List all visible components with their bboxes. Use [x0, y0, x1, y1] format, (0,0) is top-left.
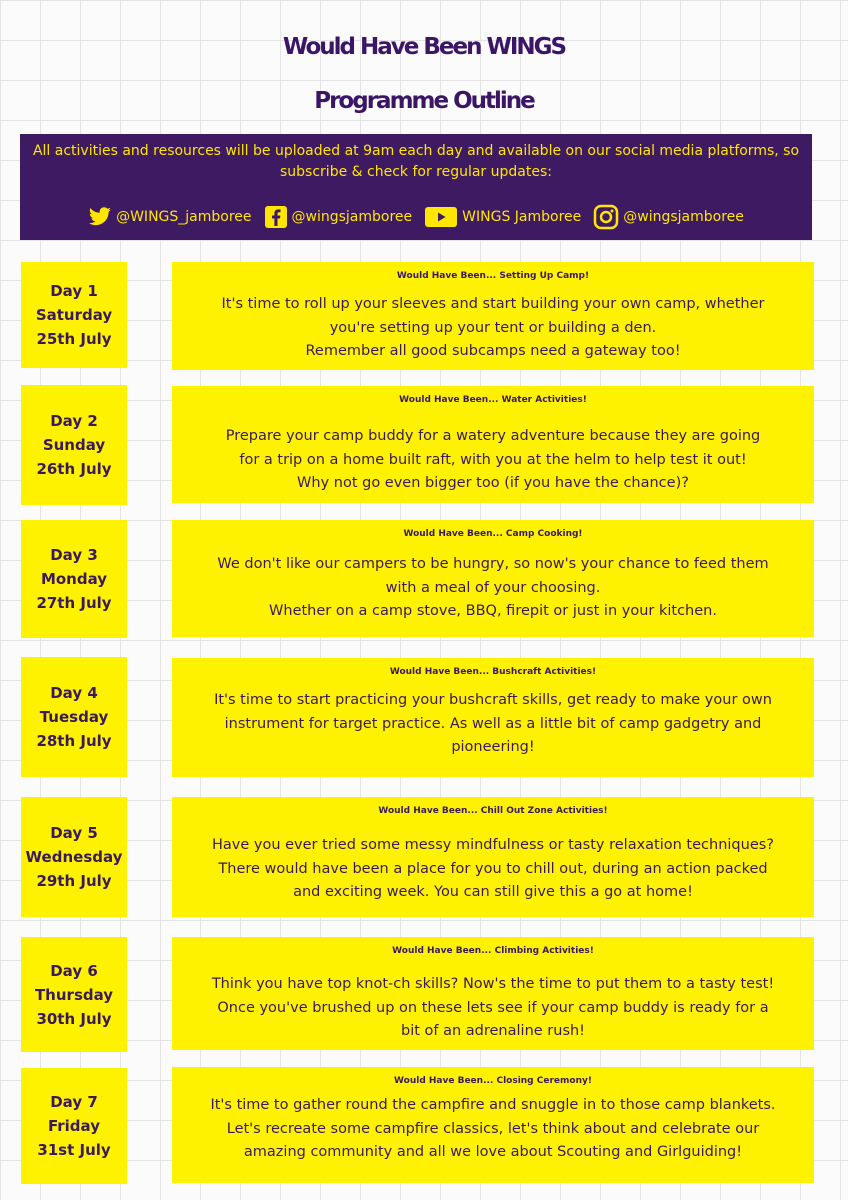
description-line: for a trip on a home built raft, with you at the helm to help test it out! — [239, 451, 747, 468]
day-weekday: Friday — [47, 1117, 100, 1135]
activity-description — [172, 1094, 814, 1165]
description-line: Have you ever tried some messy mindfulness or tasty relaxation techniques? — [211, 837, 774, 853]
instagram-handle: @wingsjamboree — [623, 209, 744, 225]
activity-title: Would Have Been... Camp Cooking! — [403, 529, 583, 539]
activity-title: Would Have Been... Setting Up Camp! — [396, 271, 590, 281]
activity-description — [172, 289, 814, 364]
banner-text — [24, 141, 808, 183]
facebook-icon — [264, 205, 288, 229]
day-number: Day 5 — [50, 824, 98, 842]
banner-line-1: All activities and resources will be uploaded at 9am each day and available on our social media platforms, so — [32, 143, 800, 159]
day-number: Day 6 — [50, 961, 98, 980]
social-facebook[interactable] — [264, 205, 413, 229]
activity-description — [172, 824, 814, 905]
day-date: 29th July — [36, 872, 112, 890]
social-youtube[interactable] — [424, 205, 581, 229]
day-5-activity — [172, 797, 814, 917]
day-date: 31st July — [37, 1141, 111, 1159]
description-line: amazing community and all we love about Scouting and Girlguiding! — [243, 1144, 743, 1160]
day-weekday: Wednesday — [25, 848, 123, 866]
description-line: We don't like our campers to be hungry, so now's your chance to feed them — [217, 556, 769, 572]
description-line: It's time to gather round the campfire and snuggle in to those camp blankets. — [210, 1097, 776, 1113]
day-1-box — [21, 262, 127, 368]
title-line-1: Would Have Been WINGS — [282, 34, 566, 60]
description-line: Whether on a camp stove, BBQ, firepit or just in your kitchen. — [269, 603, 717, 619]
social-instagram[interactable] — [593, 204, 744, 230]
description-line: with a meal of your choosing. — [385, 579, 601, 596]
description-line: and exciting week. You can still give this a go at home! — [293, 884, 693, 900]
banner-line-2: subscribe & check for regular updates: — [280, 164, 552, 180]
day-7-activity — [172, 1067, 814, 1183]
description-line: Let's recreate some campfire classics, let's think about and celebrate our — [226, 1120, 760, 1137]
day-number: Day 7 — [50, 1093, 98, 1111]
day-weekday: Tuesday — [39, 708, 109, 726]
day-date: 30th July — [36, 1009, 112, 1028]
day-4-activity — [172, 658, 814, 777]
social-links — [20, 204, 812, 230]
activity-title: Would Have Been... Closing Ceremony! — [394, 1076, 592, 1086]
twitter-handle: @WINGS_jamboree — [116, 209, 252, 225]
activity-description — [172, 413, 814, 496]
day-date: 26th July — [36, 460, 112, 478]
day-weekday: Sunday — [42, 436, 106, 454]
description-line: It's time to roll up your sleeves and start building your own camp, whether — [221, 296, 765, 312]
youtube-icon — [424, 205, 458, 229]
description-line: pioneering! — [451, 739, 535, 755]
day-number: Day 1 — [50, 282, 98, 300]
description-line: Remember all good subcamps need a gateway too! — [305, 343, 681, 359]
day-number: Day 4 — [50, 684, 98, 702]
activity-description — [172, 964, 814, 1044]
day-3-box — [21, 520, 127, 638]
social-twitter[interactable] — [88, 207, 251, 227]
activity-description — [172, 547, 814, 624]
page-title — [0, 20, 848, 128]
day-6-box — [21, 937, 127, 1052]
description-line: you're setting up your tent or building a den. — [329, 319, 657, 336]
instagram-icon — [593, 204, 619, 230]
description-line: Why not go even bigger too (if you have the chance)? — [297, 475, 689, 491]
day-2-box — [21, 385, 127, 505]
twitter-icon — [88, 207, 112, 227]
activity-title: Would Have Been... Water Activities! — [399, 395, 587, 405]
day-6-activity — [172, 937, 814, 1050]
day-number: Day 3 — [50, 546, 98, 564]
day-date: 25th July — [36, 330, 112, 348]
day-number: Day 2 — [50, 412, 98, 430]
activity-description — [172, 685, 814, 760]
day-7-box — [21, 1068, 127, 1184]
day-1-activity — [172, 262, 814, 370]
day-date: 28th July — [36, 732, 112, 750]
facebook-handle: @wingsjamboree — [291, 209, 413, 225]
description-line: Once you've brushed up on these lets see if your camp buddy is ready for a — [217, 999, 769, 1016]
description-line: It's time to start practicing your bushcraft skills, get ready to make your own — [214, 692, 772, 708]
day-weekday: Monday — [40, 570, 108, 588]
activity-title: Would Have Been... Bushcraft Activities! — [389, 667, 597, 677]
day-3-activity — [172, 520, 814, 637]
day-4-box — [21, 657, 127, 777]
day-weekday: Thursday — [34, 985, 114, 1004]
description-line: Think you have top knot-ch skills? Now's the time to put them to a tasty test! — [211, 976, 775, 992]
description-line: Prepare your camp buddy for a watery adventure because they are going — [225, 428, 761, 444]
description-line: bit of an adrenaline rush! — [400, 1023, 585, 1039]
youtube-channel: WINGS Jamboree — [462, 209, 582, 225]
day-2-activity — [172, 386, 814, 503]
activity-title: Would Have Been... Chill Out Zone Activities! — [378, 806, 608, 816]
day-5-box — [21, 797, 127, 917]
description-line: instrument for target practice. As well as a little bit of camp gadgetry and — [224, 715, 762, 732]
info-banner — [20, 134, 812, 240]
title-line-2: Programme Outline — [314, 88, 534, 114]
day-date: 27th July — [36, 594, 112, 612]
activity-title: Would Have Been... Climbing Activities! — [392, 946, 594, 956]
description-line: There would have been a place for you to chill out, during an action packed — [218, 860, 768, 877]
day-weekday: Saturday — [35, 306, 113, 324]
